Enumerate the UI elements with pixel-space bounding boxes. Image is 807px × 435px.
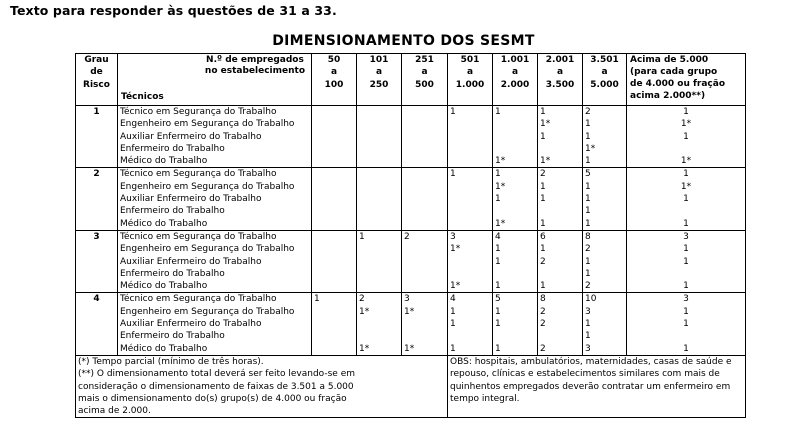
value (450, 218, 490, 230)
value: 2 (540, 306, 546, 317)
value-cell (583, 168, 627, 230)
obs-line: quinhentos empregados deverão contratar um enfermeiro em (450, 381, 731, 392)
risk-group-row (76, 168, 746, 230)
value: 1 (495, 343, 501, 354)
value (540, 143, 580, 155)
obs-line: repouso, clínicas e estabelecimentos similares com mais de (450, 369, 720, 380)
risk-group-row (76, 106, 746, 168)
value: 1 (683, 281, 689, 292)
value: 2 (540, 169, 546, 180)
value-cell (448, 106, 493, 168)
value (629, 143, 743, 155)
value: 1 (585, 218, 591, 229)
value: 3 (450, 231, 456, 242)
value: 1 (683, 244, 689, 255)
value: 1* (585, 143, 596, 154)
value (540, 205, 580, 217)
technician-label: Auxiliar Enfermeiro do Trabalho (120, 131, 262, 142)
value (359, 118, 399, 130)
value (314, 318, 354, 330)
value: 3 (683, 231, 689, 242)
header-row (76, 54, 746, 106)
value: 1 (540, 218, 546, 229)
value (359, 318, 399, 330)
value: 2 (585, 107, 591, 117)
sesmt-table (75, 53, 746, 418)
technician-label: Enfermeiro do Trabalho (120, 331, 225, 342)
value: 3 (683, 294, 689, 305)
value-cell (627, 106, 746, 168)
value: 1 (683, 218, 689, 229)
value (404, 168, 445, 180)
value-cell (402, 230, 448, 292)
value (314, 231, 354, 243)
value: 1 (683, 343, 689, 354)
value: 1 (495, 107, 501, 117)
range-header: 3.501 a 5.000 (583, 54, 627, 106)
value: 1* (680, 156, 692, 167)
value (629, 268, 743, 280)
value-cell (627, 230, 746, 292)
value (450, 143, 490, 155)
grau-header: Grau de Risco (76, 54, 118, 106)
value (629, 330, 743, 342)
value (404, 131, 445, 143)
value-cell (357, 230, 402, 292)
range-header: 251 a 500 (402, 54, 448, 106)
grau-cell: 3 (76, 230, 118, 292)
value-cell (583, 230, 627, 292)
tecnicos-label: Técnicos (121, 91, 164, 102)
value (404, 143, 445, 155)
value (359, 193, 399, 205)
value (314, 280, 354, 292)
value: 1 (585, 268, 591, 279)
value: 1 (683, 319, 689, 330)
technician-label: Enfermeiro do Trabalho (120, 143, 225, 154)
technician-label: Auxiliar Enfermeiro do Trabalho (120, 256, 262, 267)
value (314, 243, 354, 255)
value (404, 218, 445, 230)
value (450, 118, 490, 130)
obs-line: tempo integral. (450, 393, 520, 404)
value (359, 280, 399, 292)
value (314, 306, 354, 318)
technicians-cell (118, 230, 312, 292)
technician-label: Engenheiro em Segurança do Trabalho (120, 181, 295, 192)
value (404, 256, 445, 268)
value: 1* (359, 343, 370, 354)
value-cell (583, 106, 627, 168)
risk-group-row (76, 293, 746, 355)
value (495, 330, 535, 342)
value-cell (583, 293, 627, 355)
value (314, 143, 354, 155)
value (359, 181, 399, 193)
value-cell (402, 168, 448, 230)
value-cell (493, 293, 538, 355)
value (629, 205, 743, 217)
value: 1 (683, 306, 689, 317)
empregados-header: N.º de empregados no estabelecimento (204, 55, 305, 76)
value: 2 (540, 319, 546, 330)
footnote-left (76, 355, 448, 417)
value: 1 (495, 281, 501, 292)
value-cell (627, 168, 746, 230)
technician-label: Auxiliar Enfermeiro do Trabalho (120, 194, 262, 205)
value: 2 (404, 231, 410, 242)
technicians-cell (118, 168, 312, 230)
value: 1 (683, 131, 689, 142)
value: 1 (585, 256, 591, 267)
value: 1* (680, 119, 692, 130)
value (450, 181, 490, 193)
table-title: DIMENSIONAMENTO DOS SESMT (272, 33, 535, 49)
value: 1 (540, 194, 546, 205)
footnote-line: acima de 2.000. (78, 406, 151, 417)
value-cell (312, 293, 357, 355)
value: 1 (585, 319, 591, 330)
range-header: 2.001 a 3.500 (538, 54, 583, 106)
value: 1 (585, 194, 591, 205)
value: 1* (450, 281, 461, 292)
grau-cell: 1 (76, 106, 118, 168)
value (450, 330, 490, 342)
value: 1* (540, 119, 551, 130)
value (314, 131, 354, 143)
value (359, 268, 399, 280)
value-cell (448, 168, 493, 230)
value (314, 193, 354, 205)
value (359, 205, 399, 217)
value-cell (493, 106, 538, 168)
value-cell (357, 106, 402, 168)
table-body (76, 54, 746, 418)
value (359, 143, 399, 155)
technician-label: Técnico em Segurança do Trabalho (120, 169, 277, 180)
technician-label: Técnico em Segurança do Trabalho (120, 294, 277, 305)
value (495, 118, 535, 130)
value-cell (493, 168, 538, 230)
footnote-line: consideração o dimensionamento de faixas de 3.501 a 5.000 (78, 381, 354, 392)
technician-label: Auxiliar Enfermeiro do Trabalho (120, 319, 262, 330)
value-cell (402, 293, 448, 355)
value: 1* (404, 306, 415, 317)
range-header: 101 a 250 (357, 54, 402, 106)
risk-group-row (76, 230, 746, 292)
acima-header: Acima de 5.000 (para cada grupo de 4.000 ou fração acima 2.000**) (627, 54, 746, 106)
value: 1 (683, 107, 689, 117)
technician-label: Técnico em Segurança do Trabalho (120, 107, 277, 117)
value (404, 243, 445, 255)
footnote-line: mais o dimensionamento do(s) grupo(s) de 4.000 ou fração (78, 393, 347, 404)
tecnicos-header (118, 54, 312, 106)
value (359, 243, 399, 255)
value (404, 318, 445, 330)
value: 1 (540, 281, 546, 292)
value (314, 256, 354, 268)
value (359, 218, 399, 230)
value: 1 (495, 306, 501, 317)
range-header: 50 a 100 (312, 54, 357, 106)
value: 8 (540, 294, 546, 305)
value (314, 181, 354, 193)
value (404, 330, 445, 342)
value (450, 193, 490, 205)
value (404, 106, 445, 118)
value (314, 155, 354, 167)
value: 4 (450, 294, 456, 305)
value-cell (402, 106, 448, 168)
value: 2 (585, 244, 591, 255)
obs-line: OBS: hospitais, ambulatórios, maternidades, casas de saúde e (450, 356, 732, 367)
value (404, 205, 445, 217)
value: 1 (450, 169, 456, 180)
value: 2 (540, 343, 546, 354)
value: 1 (585, 206, 591, 217)
value: 1 (450, 107, 456, 117)
value-cell (357, 168, 402, 230)
value (404, 155, 445, 167)
value (450, 131, 490, 143)
value (314, 118, 354, 130)
value-cell (448, 293, 493, 355)
value: 6 (540, 231, 546, 242)
value-cell (627, 293, 746, 355)
value (314, 218, 354, 230)
value: 1* (495, 181, 506, 192)
value-cell (357, 293, 402, 355)
footnote-line: (**) O dimensionamento total deverá ser feito levando-se em (78, 369, 355, 380)
technician-label: Médico do Trabalho (120, 156, 208, 167)
value (495, 268, 535, 280)
value: 1 (495, 244, 501, 255)
value-cell (312, 230, 357, 292)
footnote-row (76, 355, 746, 417)
value: 1* (495, 156, 506, 167)
technician-label: Médico do Trabalho (120, 343, 208, 354)
technician-label: Médico do Trabalho (120, 281, 208, 292)
value: 1 (540, 244, 546, 255)
value: 1* (680, 181, 692, 192)
value: 2 (540, 256, 546, 267)
value: 1 (450, 319, 456, 330)
value: 1 (683, 194, 689, 205)
value (540, 268, 580, 280)
value: 1 (359, 231, 365, 242)
value: 3 (585, 306, 591, 317)
value: 1 (314, 294, 320, 305)
value (450, 268, 490, 280)
value (314, 343, 354, 355)
technician-label: Enfermeiro do Trabalho (120, 268, 225, 279)
value: 2 (585, 281, 591, 292)
technician-label: Médico do Trabalho (120, 218, 208, 229)
value-cell (538, 168, 583, 230)
value (359, 106, 399, 118)
value (450, 256, 490, 268)
footnote-line: (*) Tempo parcial (mínimo de três horas). (78, 356, 264, 367)
value: 1 (450, 343, 456, 354)
value: 1 (585, 156, 591, 167)
value: 1* (404, 343, 415, 354)
value: 1 (683, 256, 689, 267)
value: 5 (495, 294, 501, 305)
value: 1 (585, 119, 591, 130)
value: 10 (585, 294, 597, 305)
technician-label: Engenheiro em Segurança do Trabalho (120, 119, 295, 130)
value (495, 131, 535, 143)
value: 5 (585, 169, 591, 180)
value (314, 106, 354, 118)
value: 1* (495, 218, 506, 229)
value (450, 155, 490, 167)
value-cell (448, 230, 493, 292)
value (359, 168, 399, 180)
value: 1 (540, 131, 546, 142)
value: 1* (450, 244, 461, 255)
value (495, 205, 535, 217)
technician-label: Engenheiro em Segurança do Trabalho (120, 244, 295, 255)
value: 1 (683, 169, 689, 180)
value (404, 118, 445, 130)
intro-text: Texto para responder às questões de 31 a 33. (10, 3, 337, 18)
value: 3 (585, 343, 591, 354)
technician-label: Enfermeiro do Trabalho (120, 206, 225, 217)
value: 3 (404, 294, 410, 305)
value: 1 (495, 194, 501, 205)
value (314, 205, 354, 217)
value (404, 268, 445, 280)
technicians-cell (118, 106, 312, 168)
value: 1 (495, 169, 501, 180)
value: 1 (540, 181, 546, 192)
value: 1 (450, 306, 456, 317)
value (540, 330, 580, 342)
value (359, 256, 399, 268)
value: 1 (495, 256, 501, 267)
value (404, 193, 445, 205)
value (314, 168, 354, 180)
value (450, 205, 490, 217)
technician-label: Técnico em Segurança do Trabalho (120, 231, 277, 242)
value-cell (538, 293, 583, 355)
value (495, 143, 535, 155)
grau-cell: 2 (76, 168, 118, 230)
technician-label: Engenheiro em Segurança do Trabalho (120, 306, 295, 317)
value (359, 155, 399, 167)
value (359, 330, 399, 342)
value: 2 (359, 294, 365, 305)
range-header: 1.001 a 2.000 (493, 54, 538, 106)
value: 1 (495, 319, 501, 330)
value (404, 181, 445, 193)
value: 4 (495, 231, 501, 242)
value-cell (538, 230, 583, 292)
value: 1 (585, 331, 591, 342)
value: 8 (585, 231, 591, 242)
range-header: 501 a 1.000 (448, 54, 493, 106)
value (314, 268, 354, 280)
value-cell (493, 230, 538, 292)
footnote-right (448, 355, 746, 417)
value (314, 330, 354, 342)
technicians-cell (118, 293, 312, 355)
value (359, 131, 399, 143)
value-cell (538, 106, 583, 168)
value: 1* (359, 306, 370, 317)
value: 1 (540, 107, 546, 117)
value (404, 280, 445, 292)
value-cell (312, 168, 357, 230)
value: 1 (585, 181, 591, 192)
value: 1* (540, 156, 551, 167)
grau-cell: 4 (76, 293, 118, 355)
value-cell (312, 106, 357, 168)
value: 1 (585, 131, 591, 142)
